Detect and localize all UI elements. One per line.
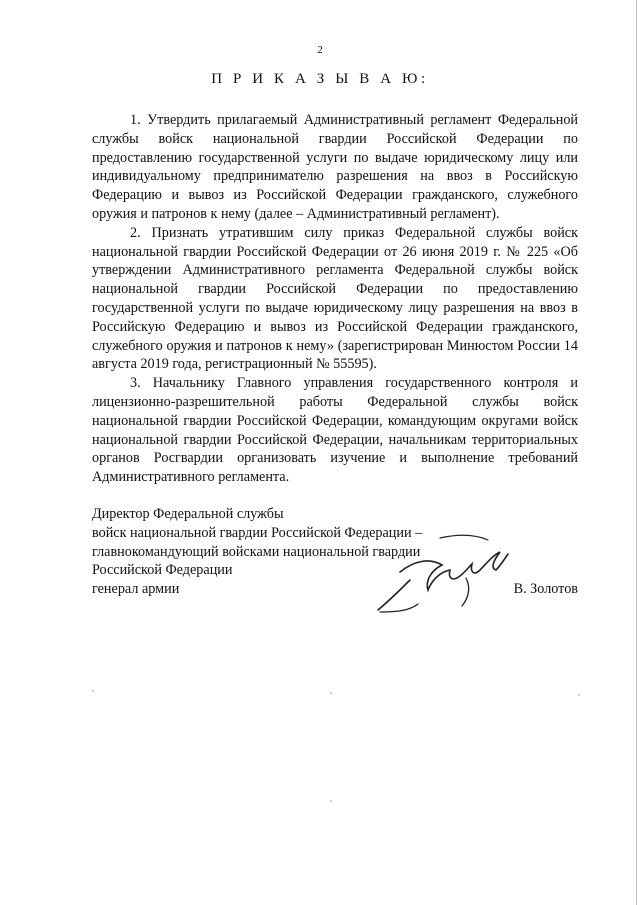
scan-speck: [330, 692, 332, 694]
signatory-title-line-2: войск национальной гвардии Российской Федерации –: [92, 524, 423, 541]
handwritten-signature: [370, 520, 530, 620]
scan-edge: [636, 0, 637, 905]
signatory-title-line-1: Директор Федеральной службы: [92, 506, 284, 522]
scan-speck: [92, 690, 94, 692]
signatory-name: В. Золотов: [513, 581, 578, 597]
signatory-rank: генерал армии: [92, 581, 180, 598]
page-number: 2: [317, 44, 323, 56]
signatory-title-line-4: Российской Федерации: [92, 562, 233, 579]
order-item-3: 3. Начальнику Главного управления государственного контроля и лицензионно-разрешительной работы Федеральной службы войск национальной гвардии Российской Федерации, командующим округами войск национальной гвардии Российской Федерации, начальникам территориальных органов Росгвардии организовать изучение и выполнение требований Административного регламента.: [92, 375, 578, 486]
order-item-2: 2. Признать утратившим силу приказ Федеральной службы войск национальной гвардии Российской Федерации от 26 июня 2019 г. № 225 «Об утверждении Административного регламента Федеральной службы войск национальной гвардии Российской Федерации по предоставлению государственной услуги по выдаче юридическому лицу разрешения на ввоз в Российскую Федерацию и вывоз из Российской Федерации гражданского, служебного оружия и патронов к нему» (зарегистрирован Минюстом России 14 августа 2019 года, регистрационный № 55595).: [92, 224, 578, 373]
order-body: [92, 111, 578, 487]
signatory-title-line-3: главнокомандующий войсками национальной гвардии: [92, 543, 421, 560]
order-item-1: 1. Утвердить прилагаемый Административный регламент Федеральной службы войск национальной гвардии Российской Федерации по предоставлению государственной услуги по выдаче юридическому лицу или индивидуальному предпринимателю разрешения на ввоз в Российскую Федерацию и вывоз из Российской Федерации гражданского, служебного оружия и патронов к нему (далее – Административный регламент).: [92, 112, 578, 222]
scan-speck: [330, 800, 332, 802]
scan-speck: [578, 694, 580, 696]
order-heading: П Р И К А З Ы В А Ю:: [211, 71, 429, 87]
